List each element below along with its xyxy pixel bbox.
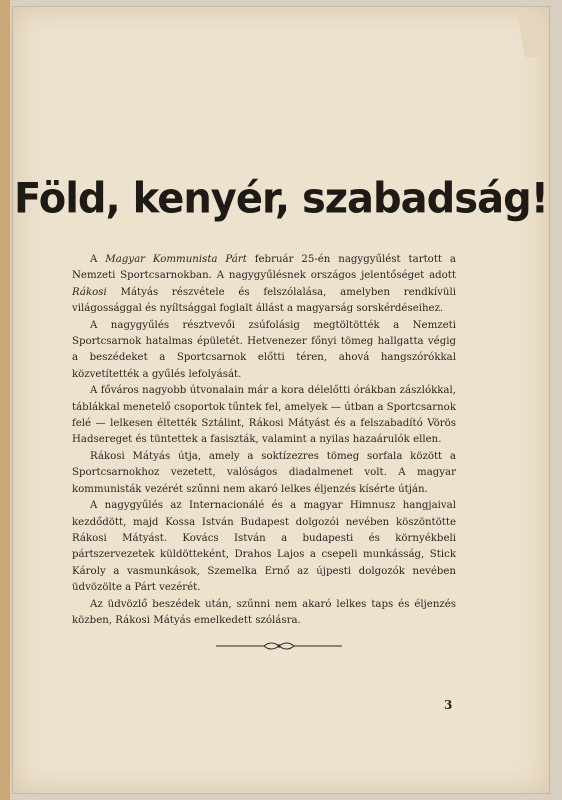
article-body [72, 252, 456, 629]
paragraph-1: A Magyar Kommunista Párt február 25-én nagygyűlést tartott a Nemzeti Sportcsarnokban. A nagygyűlésnek országos jelentőséget adott Rákosi Mátyás részvétele és felszólalása, amelyben rendkívüli világossággal és nyíltsággal foglalt állást a magyarság sorskérdéseihez. [72, 254, 456, 315]
paragraph-4: Rákosi Mátyás útja, amely a soktízezres tömeg sorfala között a Sportcsarnokhoz vezetett, valóságos diadalmenet volt. A magyar kommunisták vezérét szűnni nem akaró lelkes éljenzés kísérte útján. [72, 450, 456, 495]
party-name: Magyar Kommunista Párt [105, 254, 247, 265]
ornamental-divider [216, 640, 342, 652]
paragraph-6: Az üdvözlő beszédek után, szűnni nem akaró lelkes taps és éljenzés közben, Rákosi Mátyás emelkedett szólásra. [72, 598, 456, 626]
rakosi-name: Rákosi [72, 286, 107, 298]
paragraph-5: A nagygyűlés az Internacionálé és a magyar Himnusz hangjaival kezdődött, majd Kossa István Budapest dolgozói nevében köszöntötte Rákosi Mátyást. Kovács István a budapesti és környékbeli pártszervezetek küldötteként, Drahos Lajos a csepeli munkásság, Stick Károly a vasmunkások, Szemelka Ernő az újpesti dolgozók nevében üdvözölte a Párt vezérét. [72, 500, 456, 594]
page-number: 3 [444, 698, 453, 712]
paragraph-3: A főváros nagyobb útvonalain már a kora délelőtti órákban zászlókkal, táblákkal menetelő csoportok tűntek fel, amelyek — útban a Sportcsarnok felé — lelkesen éltették Sztálint, Rákosi Mátyást és a felszabadító Vörös Hadsereget és tüntettek a fasiszták, valamint a nyilas hazaárulók ellen. [72, 385, 456, 446]
page-title: Föld, kenyér, szabadság! [14, 174, 548, 224]
folded-corner [517, 11, 543, 57]
paragraph-2: A nagygyűlés résztvevői zsúfolásig megtöltötték a Nemzeti Sportcsarnok hatalmas épületét. Hetvenezer főnyi tömeg hallgatta végig a beszédeket a Sportcsarnok előtti téren, ahová hangszórókkal közvetítették a gyűlés lefolyását. [72, 319, 456, 380]
binding-edge [0, 0, 10, 800]
